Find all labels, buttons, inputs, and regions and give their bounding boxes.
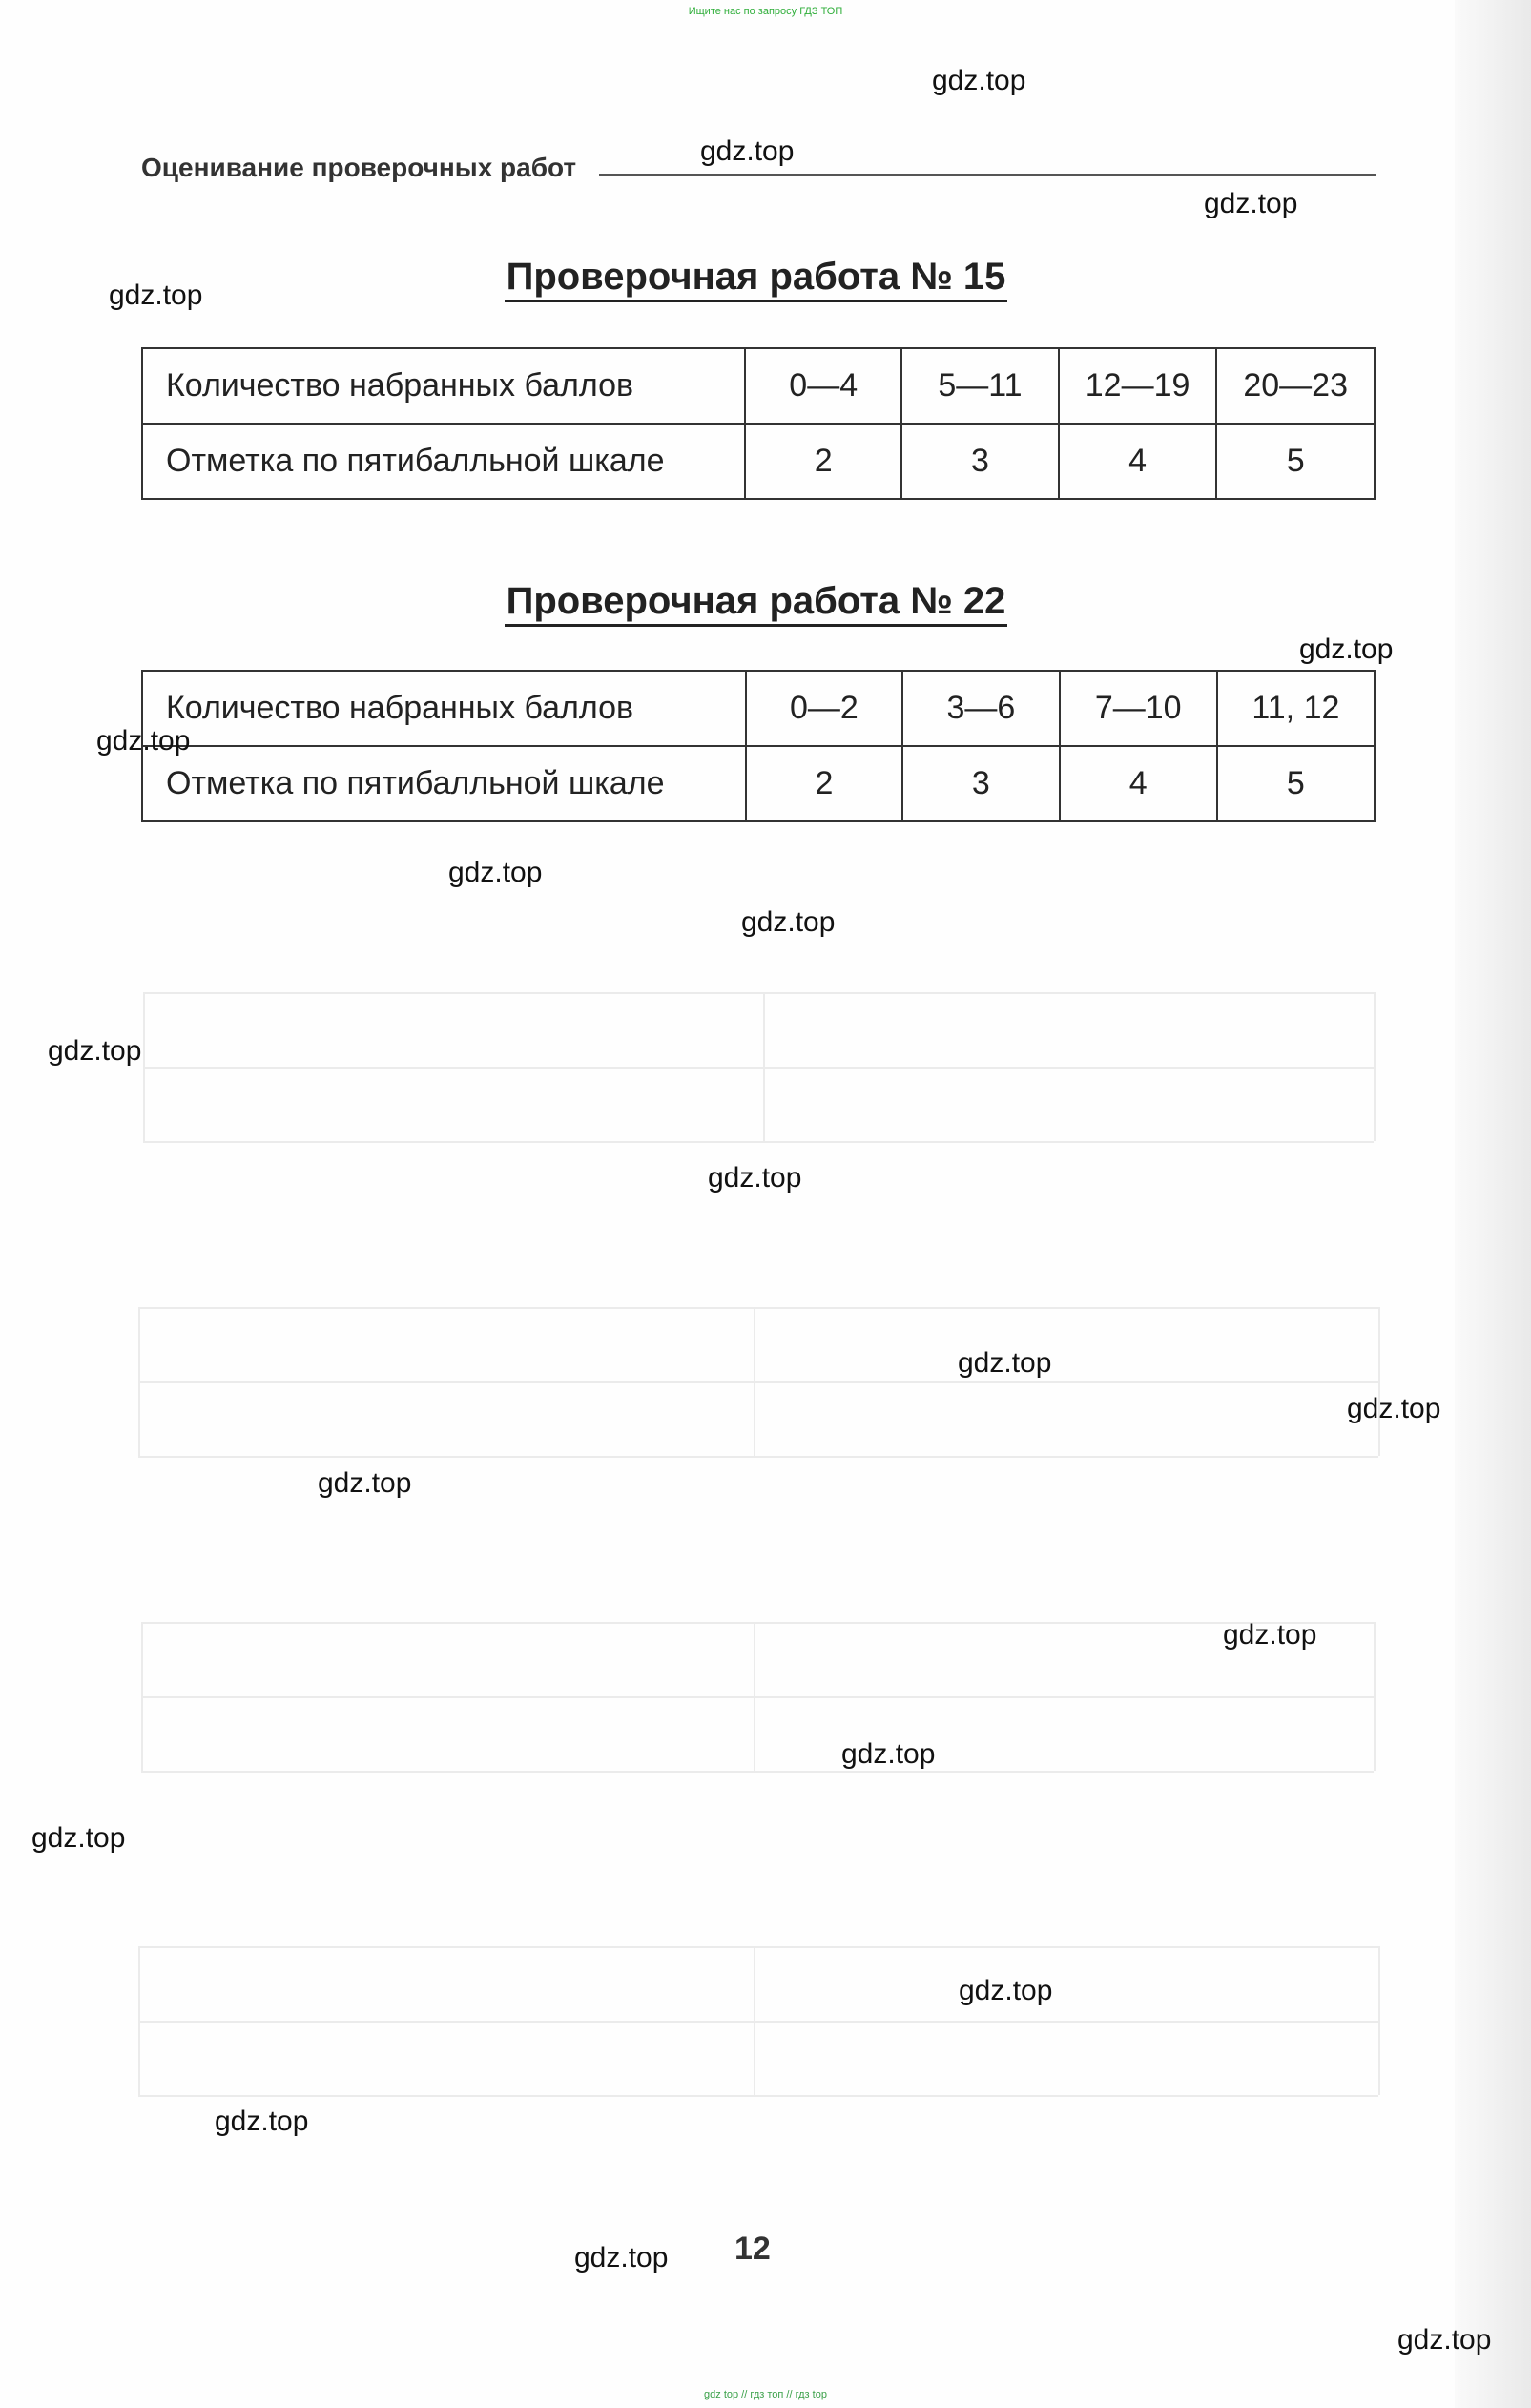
work-title-text: Проверочная работа № 22: [505, 580, 1008, 627]
table-cell: 20—23: [1216, 348, 1375, 424]
row-label: Количество набранных баллов: [142, 671, 746, 746]
watermark: gdz.top: [1347, 1393, 1441, 1424]
table-cell: 11, 12: [1217, 671, 1375, 746]
watermark: gdz.top: [1204, 188, 1298, 219]
watermark: gdz.top: [31, 1822, 126, 1854]
watermark: gdz.top: [48, 1035, 142, 1067]
table-cell: 2: [746, 746, 902, 821]
watermark: gdz.top: [741, 906, 836, 938]
table-cell: 0—2: [746, 671, 902, 746]
table-cell: 3: [901, 424, 1059, 499]
table-cell: 5—11: [901, 348, 1059, 424]
work-title-15: [0, 256, 1531, 299]
watermark: gdz.top: [574, 2242, 669, 2273]
table-cell: 5: [1216, 424, 1375, 499]
watermark: gdz.top: [215, 2106, 309, 2137]
watermark: gdz.top: [96, 725, 191, 757]
table-row: [142, 671, 1375, 746]
table-row: [142, 424, 1375, 499]
watermark: gdz.top: [1223, 1619, 1317, 1650]
page-edge-shadow: [1455, 0, 1531, 2408]
watermark: gdz.top: [109, 280, 203, 311]
watermark: gdz.top: [958, 1347, 1052, 1379]
table-cell: 4: [1059, 424, 1217, 499]
work-title-22: [0, 580, 1531, 623]
section-header-text: Оценивание проверочных работ: [141, 153, 577, 182]
bottom-banner: gdz top // гдз топ // гдз top: [704, 2389, 827, 2400]
row-label: Количество набранных баллов: [142, 348, 745, 424]
watermark: gdz.top: [1299, 633, 1394, 665]
table-cell: 3—6: [902, 671, 1059, 746]
watermark: gdz.top: [932, 65, 1026, 96]
watermark: gdz.top: [959, 1975, 1053, 2006]
watermark: gdz.top: [708, 1162, 802, 1194]
table-row: [142, 348, 1375, 424]
table-cell: 2: [745, 424, 901, 499]
watermark: gdz.top: [1397, 2324, 1492, 2356]
top-banner: Ищите нас по запросу ГДЗ ТОП: [688, 6, 843, 17]
work-title-text: Проверочная работа № 15: [505, 256, 1008, 302]
watermark: gdz.top: [841, 1738, 936, 1770]
page-number: 12: [734, 2231, 771, 2267]
table-cell: 0—4: [745, 348, 901, 424]
row-label: Отметка по пятибалльной шкале: [142, 746, 746, 821]
grade-table-15: [141, 347, 1376, 500]
grade-table-22: [141, 670, 1376, 822]
section-header-rule: [599, 174, 1376, 176]
table-cell: 12—19: [1059, 348, 1217, 424]
table-cell: 4: [1060, 746, 1217, 821]
table-cell: 5: [1217, 746, 1375, 821]
table-cell: 7—10: [1060, 671, 1217, 746]
table-row: [142, 746, 1375, 821]
watermark: gdz.top: [448, 857, 543, 888]
row-label: Отметка по пятибалльной шкале: [142, 424, 745, 499]
watermark: gdz.top: [700, 135, 795, 167]
table-cell: 3: [902, 746, 1059, 821]
watermark: gdz.top: [318, 1467, 412, 1499]
